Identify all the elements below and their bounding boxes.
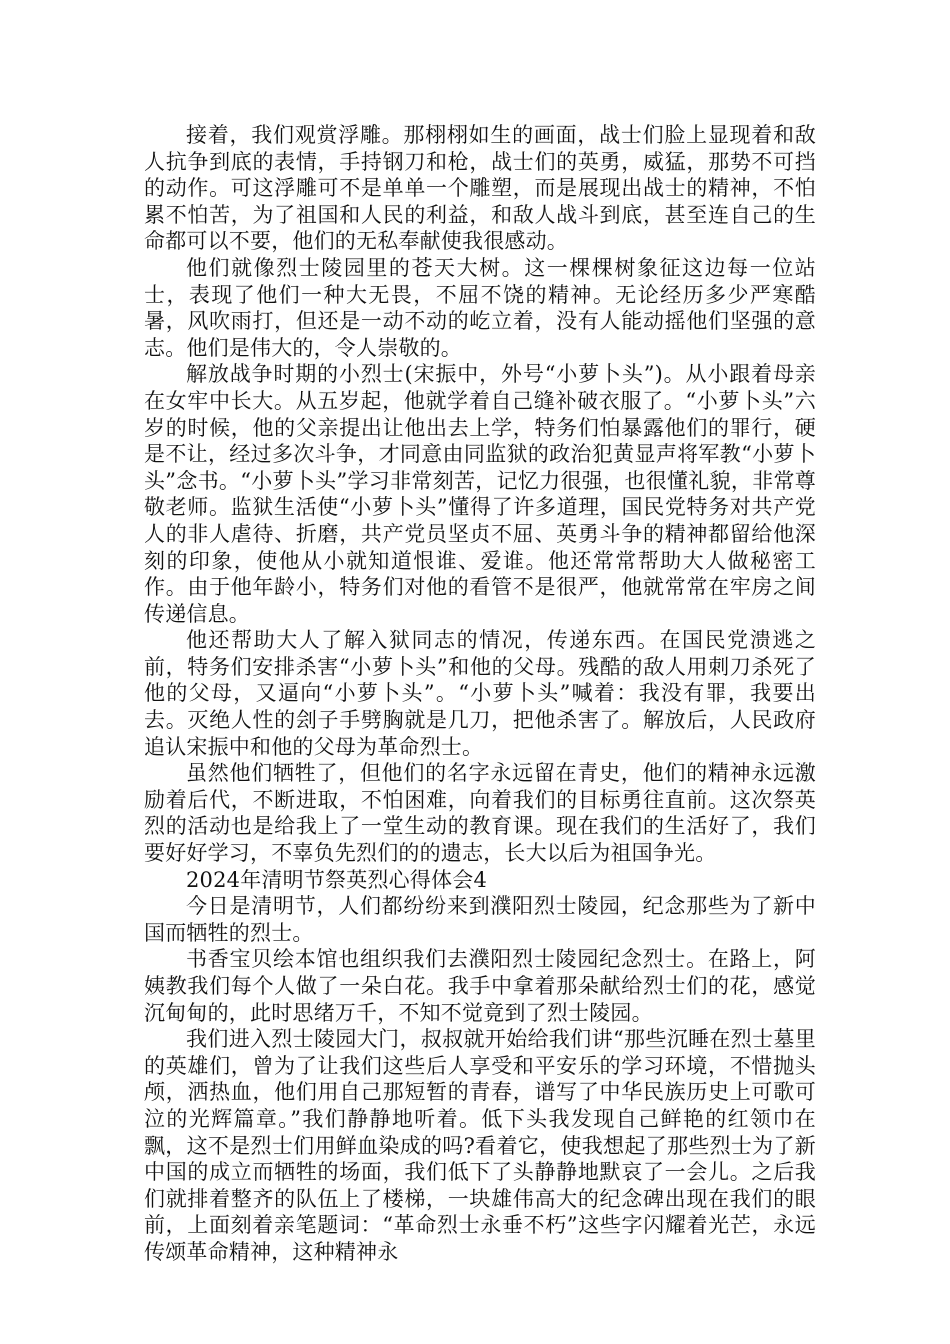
paragraph-cemetery-visit: 我们进入烈士陵园大门，叔叔就开始给我们讲“那些沉睡在烈士墓里的英雄们，曾为了让我们这些后人享受和平安乐的学习环境，不惜抛头颅，洒热血，他们用自己那短暂的青春，谱写了中华民族历史上可歌可泣的光辉篇章。”我们静静地听着。低下头我发现自己鲜艳的红领巾在飘，这不是烈士们用鲜血染成的吗?看着它，使我想起了那些烈士为了新中国的成立而牺牲的场面，我们低下了头静静地默哀了一会儿。之后我们就排着整齐的队伍上了楼梯，一块雄伟高大的纪念碑出现在我们的眼前，上面刻着亲笔题词：“革命烈士永垂不朽”这些字闪耀着光芒，永远传颂革命精神，这种精神永 (144, 1027, 816, 1264)
paragraph-qingming: 今日是清明节，人们都纷纷来到濮阳烈士陵园，纪念那些为了新中国而牺牲的烈士。 (144, 894, 816, 945)
paragraph-little-martyr: 解放战争时期的小烈士(宋振中，外号“小萝卜头”)。从小跟着母亲在女牢中长大。从五岁起，他就学着自己缝补破衣服了。“小萝卜头”六岁的时候，他的父亲提出让他出去上学，特务们怕暴露他们的罪行，硬是不让，经过多次斗争，才同意由同监狱的政治犯黄显声将军教“小萝卜头”念书。“小萝卜头”学习非常刻苦，记忆力很强，也很懂礼貌，非常尊敬老师。监狱生活使“小萝卜头”懂得了许多道理，国民党特务对共产党人的非人虐待、折磨，共产党员坚贞不屈、英勇斗争的精神都留给他深刻的印象，使他从小就知道恨谁、爱谁。他还常常帮助大人做秘密工作。由于他年龄小，特务们对他的看管不是很严，他就常常在牢房之间传递信息。 (144, 362, 816, 626)
paragraph-white-flower: 书香宝贝绘本馆也组织我们去濮阳烈士陵园纪念烈士。在路上，阿姨教我们每个人做了一朵白花。我手中拿着那朵献给烈士们的花，感觉沉甸甸的，此时思绪万千，不知不觉竟到了烈士陵园。 (144, 947, 816, 1025)
paragraph-relief: 接着，我们观赏浮雕。那栩栩如生的画面，战士们脸上显现着和敌人抗争到底的表情，手持钢刀和枪，战士们的英勇，威猛，那势不可挡的动作。可这浮雕可不是单单一个雕塑，而是展现出战士的精神，不怕累不怕苦，为了祖国和人民的利益，和敌人战斗到底，甚至连自己的生命都可以不要，他们的无私奉献使我很感动。 (144, 123, 816, 254)
paragraph-little-martyr-death: 他还帮助大人了解入狱同志的情况，传递东西。在国民党溃逃之前，特务们安排杀害“小萝卜头”和他的父母。残酷的敌人用刺刀杀死了他的父母，又逼向“小萝卜头”。“小萝卜头”喊着：我没有罪，我要出去。灭绝人性的刽子手劈胸就是几刀，把他杀害了。解放后，人民政府追认宋振中和他的父母为革命烈士。 (144, 628, 816, 759)
section-title: 2024年清明节祭英烈心得体会4 (186, 867, 488, 892)
paragraph-conclusion: 虽然他们牺牲了，但他们的名字永远留在青史，他们的精神永远激励着后代，不断进取，不怕困难，向着我们的目标勇往直前。这次祭英烈的活动也是给我上了一堂生动的教育课。现在我们的生活好了，我们要好好学习，不辜负先烈们的的遗志，长大以后为祖国争光。 (144, 761, 816, 866)
paragraph-trees: 他们就像烈士陵园里的苍天大树。这一棵棵树象征这边每一位站士，表现了他们一种大无畏，不屈不饶的精神。无论经历多少严寒酷暑，风吹雨打，但还是一动不动的屹立着，没有人能动摇他们坚强的意志。他们是伟大的，令人崇敬的。 (144, 255, 816, 360)
document-body (144, 122, 816, 1266)
